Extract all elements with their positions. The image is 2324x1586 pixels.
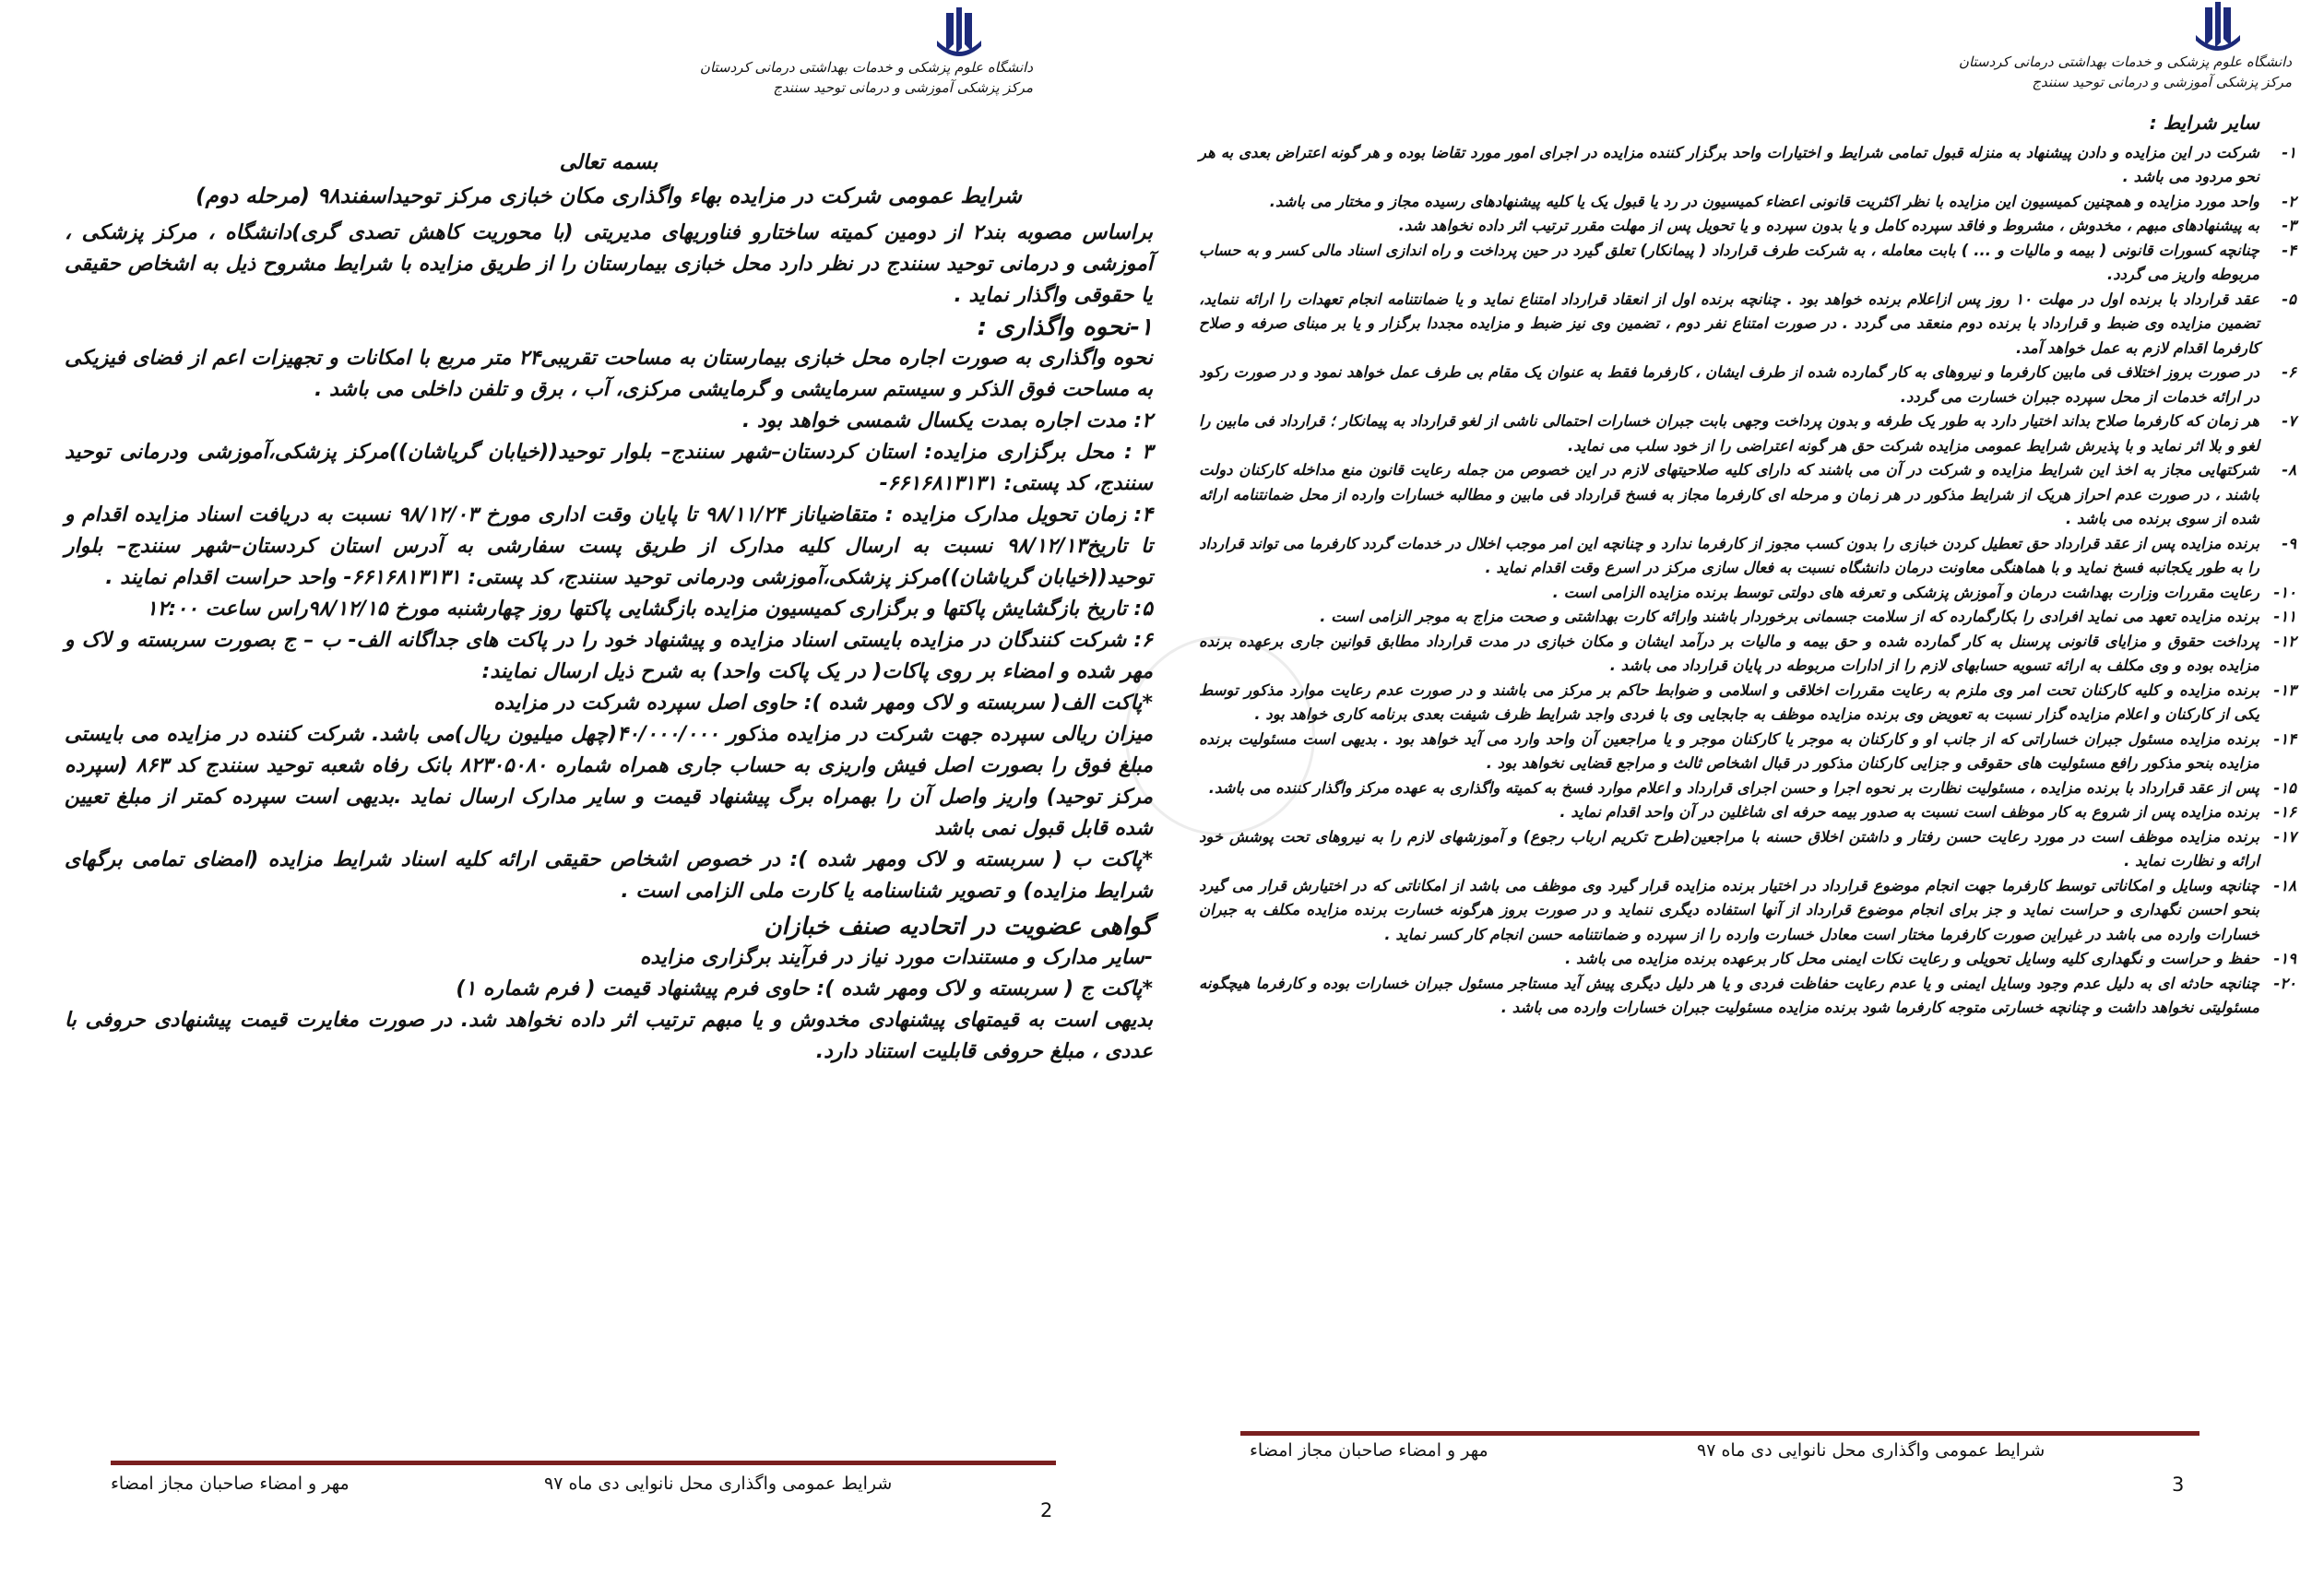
logo-emblem-icon <box>2192 2 2244 52</box>
logo-line-center: مرکز پزشکی آموزشی و درمانی توحید سنندج <box>773 79 1033 96</box>
item-4-delivery: ۴: زمان تحویل مدارک مزایده : متقاضیاناز ۹۸/۱۱/۲۴ تا پایان وقت اداری مورخ ۹۸/۱۲/۰۳ نسبت به دریافت اسناد مزایده اقدام و تا تاریخ۹۸/۱۲/۱۳ نسبت به ارسال کلیه مدارک از طریق پست سفارشی به آدرس استان کردستان–شهر سنندج– بلوار توحید((خیابان گریاشان))مرکز پزشکی،آموزشی ودرمانی توحید سنندج، کد پستی: ۶۶۱۶۸۱۳۱۳۱- واحد حراست اقدام نمایند . <box>65 503 1154 589</box>
condition-item <box>1199 679 2296 728</box>
condition-text: برنده مزایده تعهد می نماید افرادی را بکارگمارده که از سلامت جسمانی برخوردار باشند وارائه کارت بهداشتی و صحت مزاج به موجر الزامی است . <box>1320 608 2259 625</box>
condition-item <box>1199 800 2296 825</box>
logo-line-center: مرکز پزشکی آموزشی و درمانی توحید سنندج <box>2032 74 2292 90</box>
condition-text: برنده مزایده موظف است در مورد رعایت حسن رفتار و داشتن اخلاق حسنه با مراجعین(طرح تکریم ارباب رجوع) و آموزشهای لازم را به نیروهای تحت پوشش خود ارائه و نظارت نماید . <box>1199 827 2259 870</box>
footer-title: شرایط عمومی واگذاری محل نانوایی دی ماه ۹۷ <box>544 1474 893 1494</box>
condition-text: برنده مزایده پس از عقد قرارداد حق تعطیل کردن خبازی را بدون کسب مجوز از کارفرما ندارد و چنانچه این امر موجب اخلال در خدمات گردد کارفرما می تواند قرارداد را به طور یکجانبه فسخ نماید و با هماهنگی معاونت درمان دانشگاه نسبت به فعال سازی مرکز در اسرع وقت اقدام نماید . <box>1199 534 2259 576</box>
packet-a-text: میزان ریالی سپرده جهت شرکت در مزایده مذکور ۴۰/۰۰۰/۰۰۰(چهل میلیون ریال)می باشد. شرکت کننده در مزایده می بایستی مبلغ فوق را بصورت اصل فیش واریزی به حساب جاری همراه شماره ۸۲۳۰۵۰۸۰ بانک رفاه شعبه توحید سنندج کد ۸۶۳ (سپرده مرکز توحید) واریز واصل آن را بهمراه برگ پیشنهاد قیمت و سایر مدارک ارسال نماید .بدیهی است سپرده کمتر از مبلغ تعیین شده قابل قبول نمی باشد <box>65 723 1153 840</box>
condition-text: برنده مزایده مسئول جبران خساراتی که از جانب او و کارکنان به موجر یا کارکنان موجر و یا مراجعین آن واحد وارد می آید خواهد بود . بدیهی است مسئولیت برنده مزایده بنحو مذکور رافع مسئولیت های حقوقی و جزایی کارکنان مذکور در قبال اشخاص ثالث و مراجع قضایی نخواهد بود . <box>1199 729 2259 772</box>
condition-item <box>1199 825 2296 874</box>
condition-number: ۷- <box>2282 412 2296 430</box>
condition-item <box>1199 141 2296 190</box>
condition-item <box>1199 239 2296 288</box>
condition-number: ۱۲- <box>2273 632 2296 650</box>
condition-number: ۱۷- <box>2273 827 2296 846</box>
condition-number: ۵- <box>2282 290 2296 308</box>
condition-item <box>1199 630 2296 679</box>
footer-signature: مهر و امضاء صاحبان مجاز امضاء <box>1250 1440 1488 1461</box>
condition-item <box>1199 532 2296 581</box>
condition-item <box>1199 776 2296 801</box>
condition-number: ۱۳- <box>2273 681 2296 699</box>
condition-text: حفظ و حراست و نگهداری کلیه وسایل تحویلی و رعایت نکات ایمنی محل کار برعهده برنده مزایده می باشد . <box>1565 950 2259 967</box>
condition-number: ۴- <box>2282 241 2296 259</box>
condition-number: ۱۹- <box>2273 950 2296 967</box>
right-page-body <box>1199 111 2296 1021</box>
condition-number: ۱۸- <box>2273 876 2296 894</box>
closing-paragraph: بدیهی است به قیمتهای پیشنهادی مخدوش و یا مبهم ترتیب اثر داده نخواهد شد. در صورت مغایرت قیمت پیشنهادی حروفی با عددی ، مبلغ حروفی قابلیت استناد دارد. <box>65 1009 1153 1063</box>
condition-item <box>1199 409 2296 458</box>
section-1-heading: ۱-نحوه واگذاری : <box>977 314 1153 341</box>
condition-text: واحد مورد مزایده و همچنین کمیسیون این مزایده با نظر اکثریت قانونی اعضاء کمیسیون در رد یا قبول یک یا کلیه پیشنهادهای رسیده مجاز و مختار می باشد. <box>1269 192 2259 210</box>
condition-item <box>1199 947 2296 972</box>
condition-text: برنده مزایده و کلیه کارکنان تحت امر وی ملزم به رعایت مقررات اخلاقی و اسلامی و ضوابط حاکم بر مرکز می باشند و در صورت عدم رعایت موارد مذکور توسط یکی از کارکنان و اعلام مزایده گزار نسبت به تعویض وی برنده مزایده موظف به جابجایی وی با فردی واجد شرایط ظرف شیفت بعدی برنامه کاری خواهد بود . <box>1199 681 2259 723</box>
condition-text: شرکت در این مزایده و دادن پیشنهاد به منزله قبول تمامی شرایط و اختیارات واحد برگزار کننده مزایده در اجرای امور مورد تقاضا بوده و هر گونه اعتراض بعدی به هر نحو مردود می باشد . <box>1199 143 2259 185</box>
condition-number: ۱- <box>2282 143 2296 161</box>
packet-c-text: *پاکت ج ( سربسته و لاک ومهر شده ): حاوی فرم پیشنهاد قیمت ( فرم شماره ۱) <box>456 977 1153 1000</box>
other-conditions-heading: سایر شرایط : <box>2149 112 2259 134</box>
condition-text: عقد قرارداد با برنده اول در مهلت ۱۰ روز پس ازاعلام برنده خواهد بود . چنانچه برنده اول از انعقاد قرارداد امتناع نماید و یا ضمانتنامه انجام تعهدات را ارائه ننماید، تضمین مزایده وی ضبط و قرارداد با برنده دوم منعقد می گردد . در صورت امتناع نفر دوم ، تضمین وی نیز ضبط و مزایده مجددا برگزار و یا بر مبنای صرفه و صلاح کارفرما اقدام لازم به عمل خواهد آمد. <box>1199 290 2259 357</box>
condition-item <box>1199 581 2296 606</box>
condition-text: به پیشنهادهای مبهم ، مخدوش ، مشروط و فاقد سپرده کامل و یا بدون سپرده و یا تحویل پس از مهلت مقرر ترتیب اثر داده نخواهد شد. <box>1398 217 2259 234</box>
condition-item <box>1199 288 2296 361</box>
condition-text: هر زمان که کارفرما صلاح بداند اختیار دارد به طور یک طرفه و بدون پرداخت وجهی بابت جبران خسارات احتمالی ناشی از لغو قرارداد به پیمانکار ؛ قرارداد فی مابین را لغو و بلا اثر نماید و با پذیرش شرایط عمومی مزایده شرکت حق هر گونه اعتراضی را از خود سلب می نماید. <box>1199 412 2259 455</box>
condition-number: ۱۰- <box>2273 583 2296 601</box>
condition-text: پس از عقد قرارداد با برنده مزایده ، مسئولیت نظارت بر نحوه اجرا و حسن اجرای قرارداد و اعلام موارد فسخ به کمیته واگذاری به عهده مرکز واگذار کننده می باشد. <box>1208 778 2259 797</box>
condition-text: رعایت مقررات وزارت بهداشت درمان و آموزش پزشکی و تعرفه های دولتی توسط برنده مزایده الزامی است . <box>1552 583 2259 601</box>
intro-paragraph: براساس مصوبه بند۲ از دومین کمیته ساختارو فناوریهای مدیریتی (با محوریت کاهش تصدی گری)دانشگاه ، مرکز پزشکی ، آموزشی و درمانی توحید سنندج در نظر دارد محل خبازی بیمارستان را از طریق مزایده با شرایط مشروح ذیل به اشخاص حقیقی یا حقوقی واگذار نماید . <box>65 221 1153 307</box>
condition-item <box>1199 361 2296 409</box>
logo-line-university: دانشگاه علوم پزشکی و خدمات بهداشتی درمانی کردستان <box>699 59 1033 76</box>
footer-title: شرایط عمومی واگذاری محل نانوایی دی ماه ۹۷ <box>1697 1440 2045 1461</box>
condition-number: ۱۶- <box>2273 803 2296 821</box>
packet-a-heading: *پاکت الف( سربسته و لاک ومهر شده ): حاوی اصل سپرده شرکت در مزایده <box>493 692 1153 715</box>
condition-item <box>1199 458 2296 532</box>
condition-number: ۱۵- <box>2273 778 2296 797</box>
university-logo <box>699 7 1033 98</box>
packet-b-text: *پاکت ب ( سربسته و لاک ومهر شده ): در خصوص اشخاص حقیقی ارائه کلیه اسناد شرایط مزایده (امضای تمامی برگهای شرایط مزایده) و تصویر شناسنامه یا کارت ملی الزامی است . <box>65 848 1153 903</box>
document-title: شرایط عمومی شرکت در مزایده بهاء واگذاری مکان خبازی مرکز توحیداسفند۹۸ (مرحله دوم) <box>196 184 1022 208</box>
condition-text: چنانچه وسایل و امکاناتی توسط کارفرما جهت انجام موضوع قرارداد در اختیار برنده مزایده قرار گیرد وی موظف می باشد از امکاناتی که در اختیارش قرار می گیرد بنحو احسن نگهداری و حراست نماید و جز برای انجام موضوع قرارداد از آنها استفاده دیگری ننماید و در صورت بروز هرگونه خسارت برنده مزایده مکلف به جبران خسارات وارده می باشد در غیراین صورت کارفرما مختار است معادل خسارت وارده را از سپرده و ضمانتنامه حسن انجام کار کسر نماید . <box>1199 876 2259 943</box>
condition-item <box>1199 605 2296 630</box>
condition-number: ۳- <box>2282 217 2296 234</box>
condition-number: ۲۰- <box>2273 974 2296 992</box>
page-3 <box>1162 0 2324 1586</box>
bismillah: بسمه تعالی <box>559 151 658 174</box>
page-number: 3 <box>2172 1474 2185 1496</box>
footer-signature: مهر و امضاء صاحبان مجاز امضاء <box>111 1474 350 1494</box>
condition-text: در صورت بروز اختلاف فی مابین کارفرما و نیروهای به کار گمارده شده از طرف ایشان ، کارفرما فقط به عنوان یک مقام بی طرف عمل خواهد نمود و در صورت رکود در ارائه خدمات از محل سپرده جبران خسارت می گردد. <box>1199 363 2259 406</box>
section-1-text: نحوه واگذاری به صورت اجاره محل خبازی بیمارستان به مساحت تقریبی۲۴ متر مربع با امکانات و تجهیزات اعم از فضای فیزیکی به مساحت فوق الذکر و سیستم سرمایشی و گرمایشی مرکزی، آب ، برق و تلفن داخلی می باشد . <box>65 347 1154 401</box>
condition-text: چنانچه کسورات قانونی ( بیمه و مالیات و ... ) بابت معامله ، به شرکت طرف قرارداد ( پیمانکار) تعلق گیرد در حین پرداخت و راه اندازی اسناد مالی کسر و به حساب مربوطه واریز می گردد. <box>1199 241 2259 283</box>
condition-text: برنده مزایده پس از شروع به کار موظف است نسبت به صدور بیمه حرفه ای شاغلین در آن واحد اقدام نماید . <box>1559 803 2259 821</box>
membership-heading: گواهی عضویت در اتحادیه صنف خبازان <box>764 913 1153 941</box>
condition-item <box>1199 874 2296 948</box>
faint-stamp-mark <box>1125 636 1315 835</box>
footer-divider <box>111 1461 1056 1465</box>
condition-number: ۸- <box>2282 461 2296 479</box>
footer-divider <box>1240 1431 2200 1436</box>
item-2-duration: ۲: مدت اجاره بمدت یکسال شمسی خواهد بود . <box>741 409 1153 432</box>
logo-emblem-icon <box>933 7 985 57</box>
condition-number: ۹- <box>2282 534 2296 552</box>
page-number: 2 <box>1040 1499 1053 1521</box>
condition-text: چنانچه حادثه ای به دلیل عدم وجود وسایل ایمنی و یا عدم رعایت حفاظت فردی و یا هر دلیل دیگری پیش آید مستاجر مسئول جبران خسارات بوده و کارفرما هیچگونه مسئولیتی نخواهد داشت و چنانچه خسارتی متوجه کارفرما شود برنده مزایده مسئولیت جبران خسارات وارده می باشد . <box>1199 974 2259 1016</box>
condition-number: ۱۴- <box>2273 729 2296 748</box>
condition-number: ۱۱- <box>2273 608 2296 625</box>
condition-item <box>1199 190 2296 215</box>
left-page-body <box>65 148 1153 1068</box>
other-documents: -سایر مدارک و مستندات مورد نیاز در فرآیند برگزاری مزایده <box>639 946 1153 969</box>
item-6-packets: ۶: شرکت کنندگان در مزایده بایستی اسناد مزایده و پیشنهاد خود را در پاکت های جداگانه الف- ب – ج بصورت سربسته و لاک و مهر شده و امضاء بر روی پاکات( در یک پاکت واحد) به شرح ذیل ارسال نمایند: <box>65 629 1153 683</box>
item-3-venue: ۳ : محل برگزاری مزایده: استان کردستان–شهر سنندج– بلوار توحید((خیابان گریاشان))مرکز پزشکی،آموزشی ودرمانی توحید سنندج، کد پستی: ۶۶۱۶۸۱۳۱۳۱- <box>65 441 1153 495</box>
logo-line-university: دانشگاه علوم پزشکی و خدمات بهداشتی درمانی کردستان <box>1958 53 2292 70</box>
condition-item <box>1199 214 2296 239</box>
conditions-list <box>1199 141 2296 1021</box>
condition-item <box>1199 728 2296 776</box>
condition-number: ۲- <box>2282 192 2296 210</box>
item-5-opening: ۵: تاریخ بازگشایش پاکتها و برگزاری کمیسیون مزایده بازگشایی پاکتها روز چهارشنبه مورخ ۹۸/۱۲/۱۵راس ساعت ۱۲:۰۰ <box>146 598 1153 621</box>
condition-text: شرکتهایی مجاز به اخذ این شرایط مزایده و شرکت در آن می باشند که دارای کلیه صلاحیتهای لازم در این خصوص من جمله رعایت قانون منع مداخله کارکنان دولت باشند ، در صورت عدم احراز هریک از شرایط مذکور در هر زمان و مرحله ای کارفرما مجاز به فسخ قرارداد فی مابین و مطالبه خسارات وارده از محل ضمانتنامه ارائه شده از سوی برنده می باشد . <box>1199 461 2259 527</box>
condition-number: ۶- <box>2282 363 2296 381</box>
condition-item <box>1199 972 2296 1021</box>
condition-text: پرداخت حقوق و مزایای قانونی پرسنل به کار گمارده شده و حق بیمه و مالیات بر درآمد ایشان و مکان خبازی در مدت قرارداد مطابق قوانین جاری برعهده برنده مزایده بوده و وی مکلف به ارائه تسویه حسابهای لازم را از ادارات مربوطه در پایان قرارداد می باشد . <box>1199 632 2259 674</box>
university-logo <box>1958 2 2292 92</box>
